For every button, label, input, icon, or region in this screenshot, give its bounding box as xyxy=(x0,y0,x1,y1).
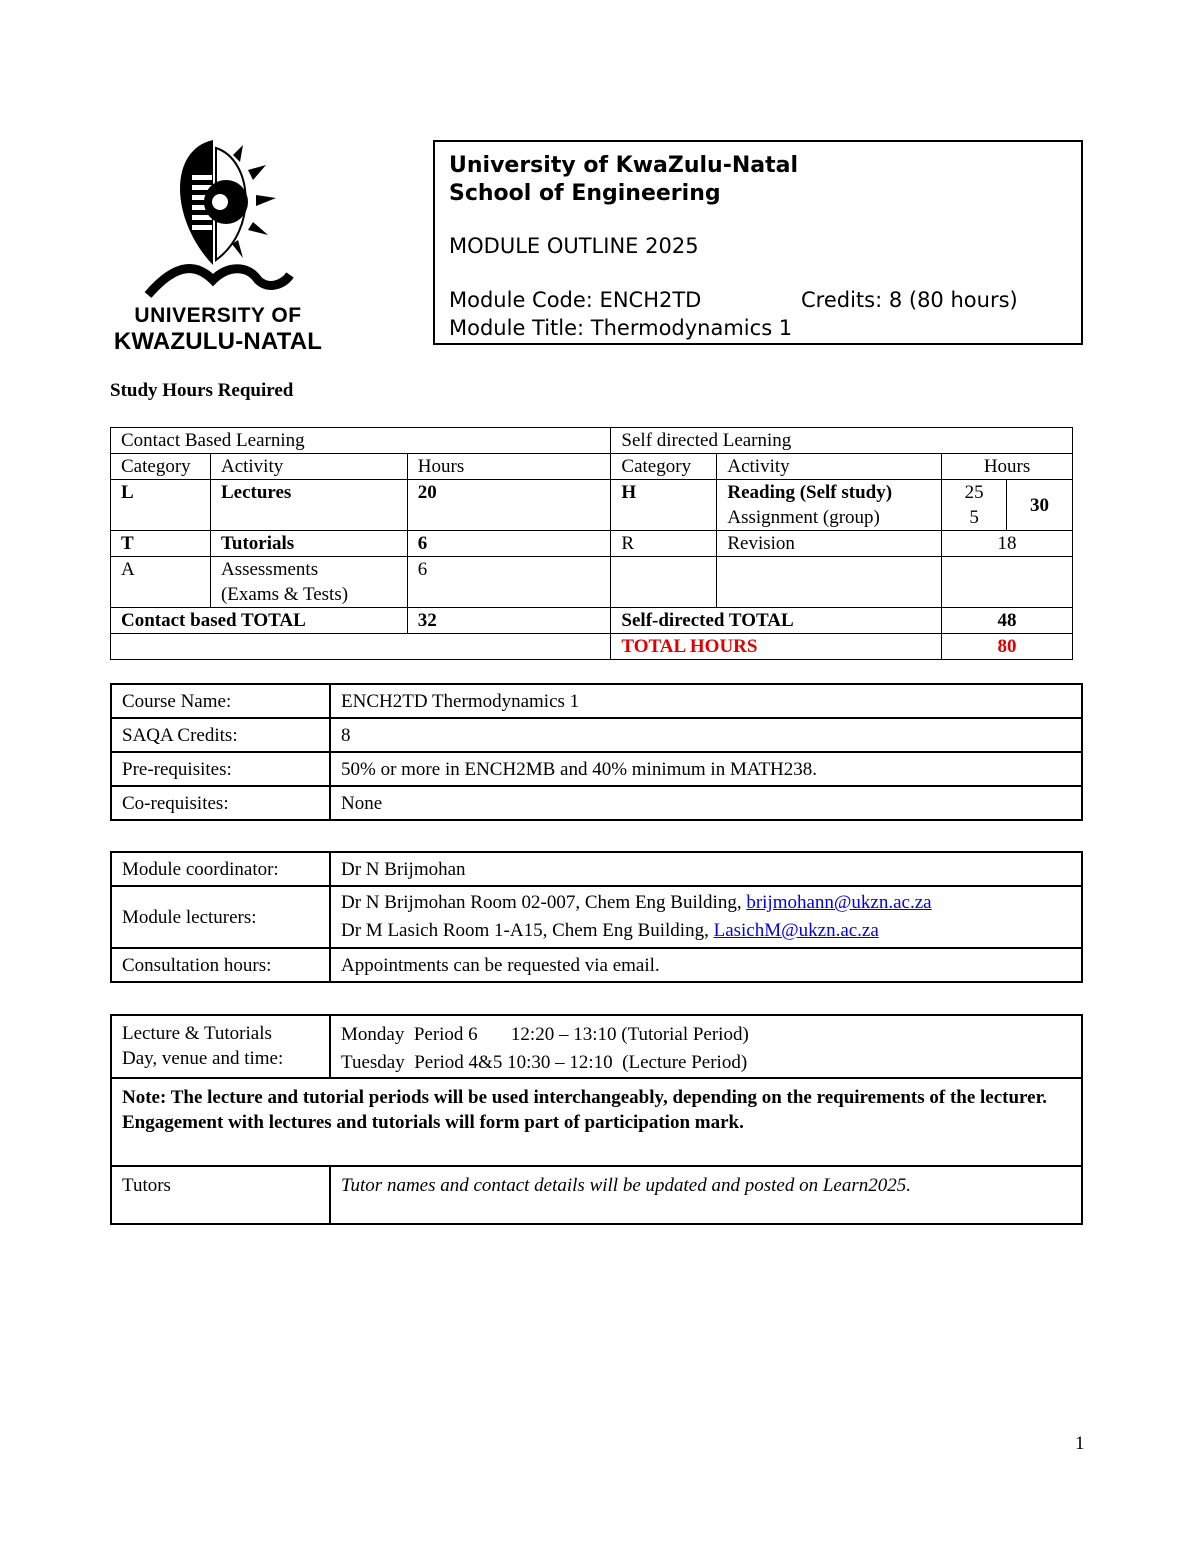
lecturer-1 xyxy=(341,889,1071,917)
table-cell xyxy=(210,557,407,608)
schedule-note: Note: The lecture and tutorial periods will be used interchangeably, depending on the requirements of the lecturer. Engagement with lectures and tutorials will form part of participation mark. xyxy=(111,1078,1082,1166)
col-category: Category xyxy=(111,454,211,480)
hours-assignment: 5 xyxy=(969,507,979,528)
module-header-box xyxy=(433,140,1083,345)
contact-total-label: Contact based TOTAL xyxy=(111,608,408,634)
table-cell xyxy=(111,634,611,660)
table-cell: 18 xyxy=(942,531,1073,557)
hours-reading: 25 xyxy=(964,482,984,503)
module-code: Module Code: ENCH2TD xyxy=(449,288,702,312)
table-cell: L xyxy=(111,480,211,531)
hours-subtotal: 30 xyxy=(1007,480,1073,531)
university-name: University of KwaZulu-Natal xyxy=(449,153,799,178)
code-credits-row xyxy=(449,286,1067,314)
contact-learning-heading: Contact Based Learning xyxy=(111,428,611,454)
col-hours: Hours xyxy=(407,454,611,480)
coordinator-value: Dr N Brijmohan xyxy=(330,852,1082,886)
total-hours-label: TOTAL HOURS xyxy=(611,634,942,660)
lecturers-label: Module lecturers: xyxy=(111,886,330,948)
course-name-label: Course Name: xyxy=(111,684,330,718)
tutors-value: Tutor names and contact details will be updated and posted on Learn2025. xyxy=(330,1166,1082,1224)
module-title: Module Title: Thermodynamics 1 xyxy=(449,316,793,340)
consultation-label: Consultation hours: xyxy=(111,948,330,982)
total-hours-value: 80 xyxy=(942,634,1073,660)
prereq-label: Pre-requisites: xyxy=(111,752,330,786)
activity-assessments: Assessments xyxy=(220,559,319,580)
ukzn-logo xyxy=(108,140,328,355)
schedule-times xyxy=(330,1015,1082,1078)
col-activity-self: Activity xyxy=(717,454,942,480)
activity-exams: (Exams & Tests) xyxy=(220,584,349,605)
self-total-value: 48 xyxy=(942,608,1073,634)
study-hours-table xyxy=(110,427,1073,660)
module-outline-title: MODULE OUTLINE 2025 xyxy=(449,234,699,258)
school-name: School of Engineering xyxy=(449,181,721,206)
tutors-label: Tutors xyxy=(111,1166,330,1224)
table-cell: A xyxy=(111,557,211,608)
table-cell xyxy=(611,557,717,608)
table-cell: 6 xyxy=(407,531,611,557)
logo-text-line1: UNIVERSITY OF xyxy=(134,304,302,327)
activity-assignment: Assignment (group) xyxy=(727,507,880,528)
coordinator-label: Module coordinator: xyxy=(111,852,330,886)
schedule-label-line1: Lecture & Tutorials xyxy=(122,1023,272,1044)
lecturer-2-text: Dr M Lasich Room 1-A15, Chem Eng Building, xyxy=(341,920,714,941)
ukzn-crest-icon xyxy=(108,140,328,300)
saqa-label: SAQA Credits: xyxy=(111,718,330,752)
table-cell: Lectures xyxy=(210,480,407,531)
coreq-value: None xyxy=(330,786,1082,820)
saqa-value: 8 xyxy=(330,718,1082,752)
table-cell: T xyxy=(111,531,211,557)
course-name-value: ENCH2TD Thermodynamics 1 xyxy=(330,684,1082,718)
table-cell: Revision xyxy=(717,531,942,557)
self-total-label: Self-directed TOTAL xyxy=(611,608,942,634)
self-learning-heading: Self directed Learning xyxy=(611,428,1073,454)
module-credits: Credits: 8 (80 hours) xyxy=(801,288,1018,312)
course-info-table xyxy=(110,683,1083,821)
page-number: 1 xyxy=(1075,1433,1085,1454)
lecturer-1-text: Dr N Brijmohan Room 02-007, Chem Eng Building, xyxy=(341,892,747,913)
table-cell xyxy=(942,480,1007,531)
study-hours-heading: Study Hours Required xyxy=(110,380,294,401)
table-cell: 20 xyxy=(407,480,611,531)
table-cell: 6 xyxy=(407,557,611,608)
coreq-label: Co-requisites: xyxy=(111,786,330,820)
schedule-tuesday: Tuesday Period 4&5 10:30 – 12:10 (Lecture Period) xyxy=(341,1052,748,1073)
schedule-table xyxy=(110,1014,1083,1225)
lecturer-2-email-link[interactable]: LasichM@ukzn.ac.za xyxy=(713,920,879,941)
col-hours-self: Hours xyxy=(942,454,1073,480)
schedule-monday: Monday Period 6 12:20 – 13:10 (Tutorial Period) xyxy=(341,1024,749,1045)
table-cell: Tutorials xyxy=(210,531,407,557)
consultation-value: Appointments can be requested via email. xyxy=(330,948,1082,982)
staff-table xyxy=(110,851,1083,983)
lecturer-2 xyxy=(341,917,1071,945)
col-category-self: Category xyxy=(611,454,717,480)
schedule-label xyxy=(111,1015,330,1078)
prereq-value: 50% or more in ENCH2MB and 40% minimum in MATH238. xyxy=(330,752,1082,786)
table-cell xyxy=(942,557,1073,608)
col-activity: Activity xyxy=(210,454,407,480)
table-cell: R xyxy=(611,531,717,557)
table-cell xyxy=(717,480,942,531)
logo-text-line2: KWAZULU-NATAL xyxy=(113,328,323,355)
table-cell: H xyxy=(611,480,717,531)
lecturer-1-email-link[interactable]: brijmohann@ukzn.ac.za xyxy=(746,892,932,913)
table-cell xyxy=(717,557,942,608)
schedule-label-line2: Day, venue and time: xyxy=(122,1048,284,1069)
contact-total-value: 32 xyxy=(407,608,611,634)
lecturers-value xyxy=(330,886,1082,948)
activity-reading: Reading (Self study) xyxy=(727,482,893,503)
